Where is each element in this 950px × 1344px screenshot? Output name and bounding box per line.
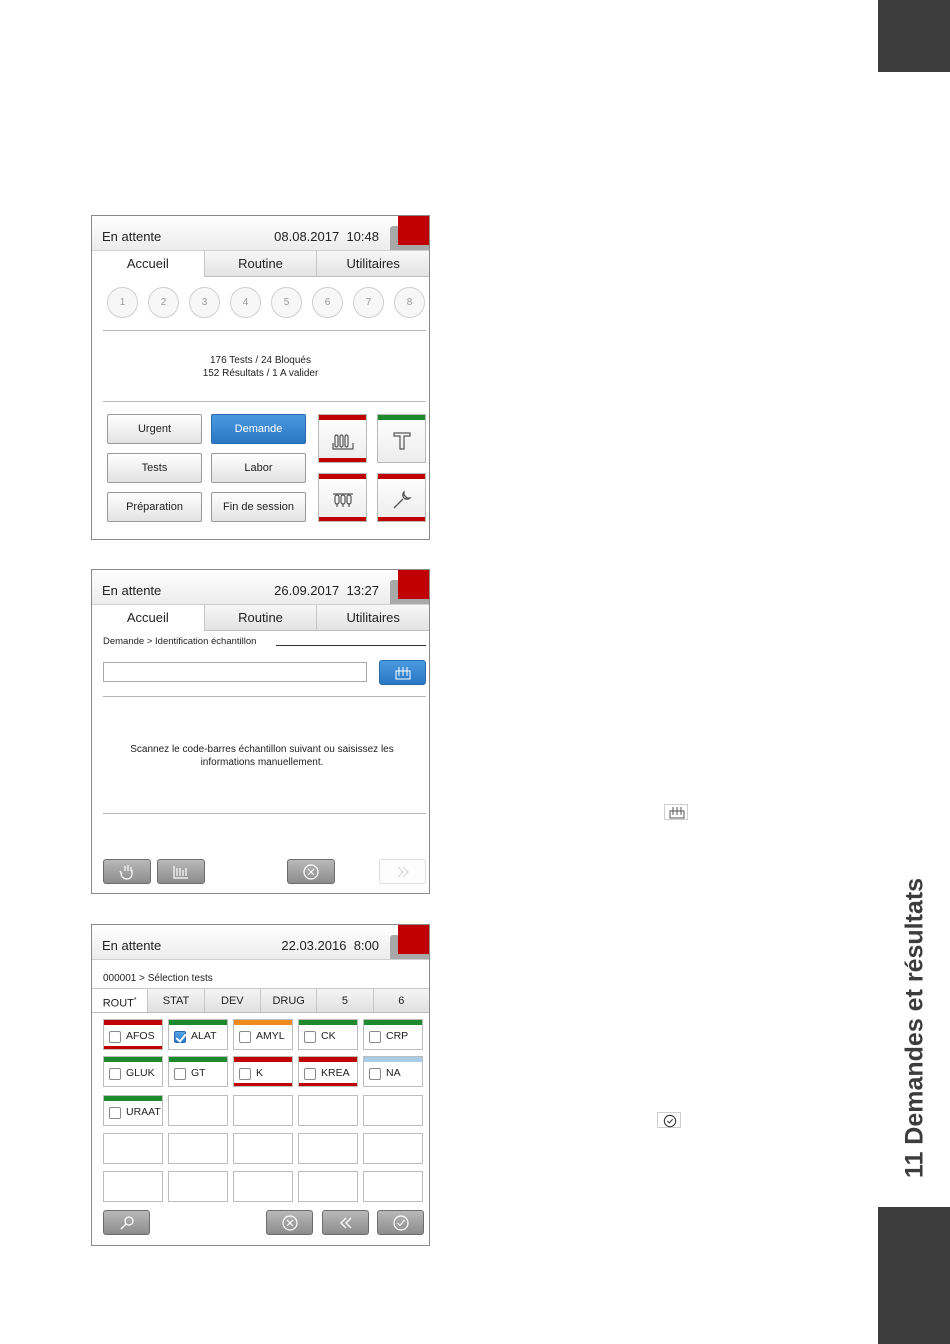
next-button[interactable]	[379, 859, 426, 884]
tab-stat[interactable]: STAT	[147, 989, 203, 1012]
test-cell[interactable]	[103, 1056, 163, 1087]
empty-test-cell[interactable]	[233, 1133, 293, 1164]
test-checkbox[interactable]	[109, 1068, 121, 1080]
empty-test-cell[interactable]	[298, 1133, 358, 1164]
test-label: URAAT	[126, 1106, 161, 1118]
tile-status-bottom	[378, 517, 425, 521]
sample-racks-icon	[331, 429, 355, 453]
home-screen	[91, 215, 430, 540]
position-6[interactable]: 6	[312, 287, 343, 318]
test-checkbox[interactable]	[304, 1068, 316, 1080]
demande-button[interactable]: Demande	[211, 414, 306, 444]
test-label: AMYL	[256, 1030, 285, 1042]
tile-status-bottom	[319, 517, 366, 521]
test-status-bar	[364, 1020, 422, 1025]
test-cell[interactable]	[233, 1019, 293, 1050]
test-cell[interactable]	[168, 1019, 228, 1050]
result-summary: 152 Résultats / 1 A valider	[202, 368, 319, 379]
test-checkbox[interactable]	[174, 1031, 186, 1043]
breadcrumb: 000001 > Sélection tests	[103, 973, 213, 984]
test-status-bar	[234, 1020, 292, 1025]
divider	[103, 401, 426, 402]
tab-utilitaires[interactable]: Utilitaires	[316, 251, 429, 276]
wrench-icon	[390, 488, 414, 512]
status-bar	[92, 570, 429, 605]
barcode-icon	[172, 864, 190, 880]
search-icon	[118, 1214, 136, 1232]
test-alert-bar	[299, 1083, 357, 1086]
alarm-indicator[interactable]	[398, 925, 429, 954]
back-button[interactable]	[322, 1210, 369, 1235]
test-alert-bar	[104, 1046, 162, 1049]
test-selection-screen	[91, 924, 430, 1246]
chapter-tab-top	[878, 0, 950, 72]
test-status-bar	[104, 1020, 162, 1025]
test-label: CRP	[386, 1030, 409, 1042]
test-cell[interactable]	[168, 1056, 228, 1087]
chapter-label: 11 Demandes et résultats	[900, 877, 929, 1178]
sample-rack-icon	[669, 806, 685, 819]
test-cell[interactable]	[298, 1056, 358, 1087]
test-label: NA	[386, 1067, 401, 1079]
test-checkbox[interactable]	[369, 1068, 381, 1080]
cancel-icon	[281, 1214, 299, 1232]
test-label: CK	[321, 1030, 336, 1042]
tab-utilitaires[interactable]: Utilitaires	[316, 605, 429, 630]
sample-id-input[interactable]	[103, 662, 367, 682]
sample-racks-tile[interactable]	[318, 414, 367, 463]
empty-test-cell[interactable]	[103, 1171, 163, 1202]
test-checkbox[interactable]	[174, 1068, 186, 1080]
test-cell[interactable]	[298, 1019, 358, 1050]
test-status-bar	[169, 1057, 227, 1062]
empty-test-cell[interactable]	[103, 1133, 163, 1164]
tile-status-bar	[319, 474, 366, 479]
cuvettes-tile[interactable]	[318, 473, 367, 522]
test-status-bar	[104, 1096, 162, 1101]
empty-test-cell[interactable]	[168, 1133, 228, 1164]
test-panel-tabs	[92, 988, 429, 1013]
empty-test-cell[interactable]	[233, 1171, 293, 1202]
confirm-check-icon	[662, 1114, 678, 1128]
position-1[interactable]: 1	[107, 287, 138, 318]
date-time: 26.09.2017 13:27	[274, 583, 379, 598]
position-7[interactable]: 7	[353, 287, 384, 318]
empty-test-cell[interactable]	[298, 1095, 358, 1126]
maintenance-tile[interactable]	[377, 473, 426, 522]
position-3[interactable]: 3	[189, 287, 220, 318]
system-status: En attente	[102, 229, 162, 244]
tab-accueil[interactable]: Accueil	[92, 251, 204, 277]
status-bar	[92, 216, 429, 251]
cancel-button[interactable]	[266, 1210, 313, 1235]
test-cell[interactable]	[363, 1056, 423, 1087]
search-button[interactable]	[103, 1210, 150, 1235]
test-status-bar	[299, 1020, 357, 1025]
urgent-button[interactable]: Urgent	[107, 414, 202, 444]
position-indicators	[107, 287, 427, 317]
position-4[interactable]: 4	[230, 287, 261, 318]
tab-rout[interactable]: ROUT*	[92, 989, 147, 1012]
alarm-indicator[interactable]	[398, 570, 429, 599]
system-status: En attente	[102, 938, 162, 953]
test-label: AFOS	[126, 1030, 155, 1042]
position-8[interactable]: 8	[394, 287, 425, 318]
barcode-button[interactable]	[157, 859, 205, 884]
sample-identification-screen	[91, 569, 430, 894]
rack-select-button[interactable]	[379, 660, 426, 685]
test-checkbox[interactable]	[109, 1031, 121, 1043]
test-checkbox[interactable]	[239, 1068, 251, 1080]
empty-test-cell[interactable]	[298, 1171, 358, 1202]
empty-test-cell[interactable]	[363, 1171, 423, 1202]
tab-accueil[interactable]: Accueil	[92, 605, 204, 631]
test-alert-bar	[234, 1083, 292, 1086]
empty-test-cell[interactable]	[363, 1133, 423, 1164]
test-label: GT	[191, 1067, 206, 1079]
test-status-bar	[104, 1057, 162, 1062]
test-label: K	[256, 1067, 264, 1079]
hand-icon	[118, 864, 136, 880]
reagent-tile[interactable]	[377, 414, 426, 463]
preparation-button[interactable]: Préparation	[107, 492, 202, 522]
test-status-bar	[234, 1057, 292, 1062]
alarm-indicator[interactable]	[398, 216, 429, 245]
tile-status-bottom	[319, 458, 366, 462]
date-time: 08.08.2017 10:48	[274, 229, 379, 244]
confirm-button[interactable]	[377, 1210, 424, 1235]
test-status-bar	[169, 1020, 227, 1025]
tab-routine[interactable]: Routine	[204, 251, 317, 276]
empty-test-cell[interactable]	[168, 1171, 228, 1202]
empty-test-cell[interactable]	[363, 1095, 423, 1126]
tests-button[interactable]: Tests	[107, 453, 202, 483]
sample-rack-icon-reference	[664, 804, 688, 820]
position-5[interactable]: 5	[271, 287, 302, 318]
double-chevron-left-icon	[336, 1216, 356, 1230]
test-status-bar	[299, 1057, 357, 1062]
test-label: GLUK	[126, 1067, 155, 1079]
sample-rack-icon	[395, 666, 411, 680]
breadcrumb: Demande > Identification échantillon	[103, 636, 257, 647]
chapter-tab-bottom	[878, 1207, 950, 1344]
test-summary: 176 Tests / 24 Bloqués	[210, 355, 311, 366]
divider	[103, 696, 426, 697]
cancel-icon	[302, 863, 320, 881]
divider	[103, 330, 426, 331]
main-tabs	[92, 605, 429, 631]
test-label: ALAT	[191, 1030, 217, 1042]
test-checkbox[interactable]	[304, 1031, 316, 1043]
tab-drug[interactable]: DRUG	[260, 989, 316, 1012]
instruction-message: Scannez le code-barres échantillon suivant ou saisissez les informations manuellement.	[130, 744, 394, 768]
system-status: En attente	[102, 583, 162, 598]
double-chevron-right-icon	[394, 865, 412, 879]
test-cell[interactable]	[103, 1095, 163, 1126]
position-2[interactable]: 2	[148, 287, 179, 318]
labor-button[interactable]: Labor	[211, 453, 306, 483]
tab-routine[interactable]: Routine	[204, 605, 317, 630]
test-cell[interactable]	[233, 1056, 293, 1087]
reagent-icon	[390, 429, 414, 453]
test-cell[interactable]	[363, 1019, 423, 1050]
tab-dev[interactable]: DEV	[204, 989, 260, 1012]
confirm-icon-reference	[657, 1112, 681, 1128]
empty-test-cell[interactable]	[233, 1095, 293, 1126]
test-checkbox[interactable]	[109, 1107, 121, 1119]
cancel-button[interactable]	[287, 859, 335, 884]
breadcrumb-underline	[276, 645, 426, 646]
main-tabs	[92, 251, 429, 277]
test-checkbox[interactable]	[369, 1031, 381, 1043]
tab-5[interactable]: 5	[316, 989, 372, 1012]
test-status-bar	[364, 1057, 422, 1062]
divider	[103, 813, 426, 814]
confirm-check-icon	[392, 1214, 410, 1232]
date-time: 22.03.2016 8:00	[281, 938, 379, 953]
tile-status-bar	[319, 415, 366, 420]
fin-session-button[interactable]: Fin de session	[211, 492, 306, 522]
test-checkbox[interactable]	[239, 1031, 251, 1043]
cuvettes-icon	[331, 488, 355, 512]
tile-status-bar	[378, 415, 425, 420]
test-label: KREA	[321, 1067, 350, 1079]
status-bar	[92, 925, 429, 960]
empty-test-cell[interactable]	[168, 1095, 228, 1126]
tile-status-bar	[378, 474, 425, 479]
tab-6[interactable]: 6	[373, 989, 429, 1012]
test-cell[interactable]	[103, 1019, 163, 1050]
manual-entry-button[interactable]	[103, 859, 151, 884]
